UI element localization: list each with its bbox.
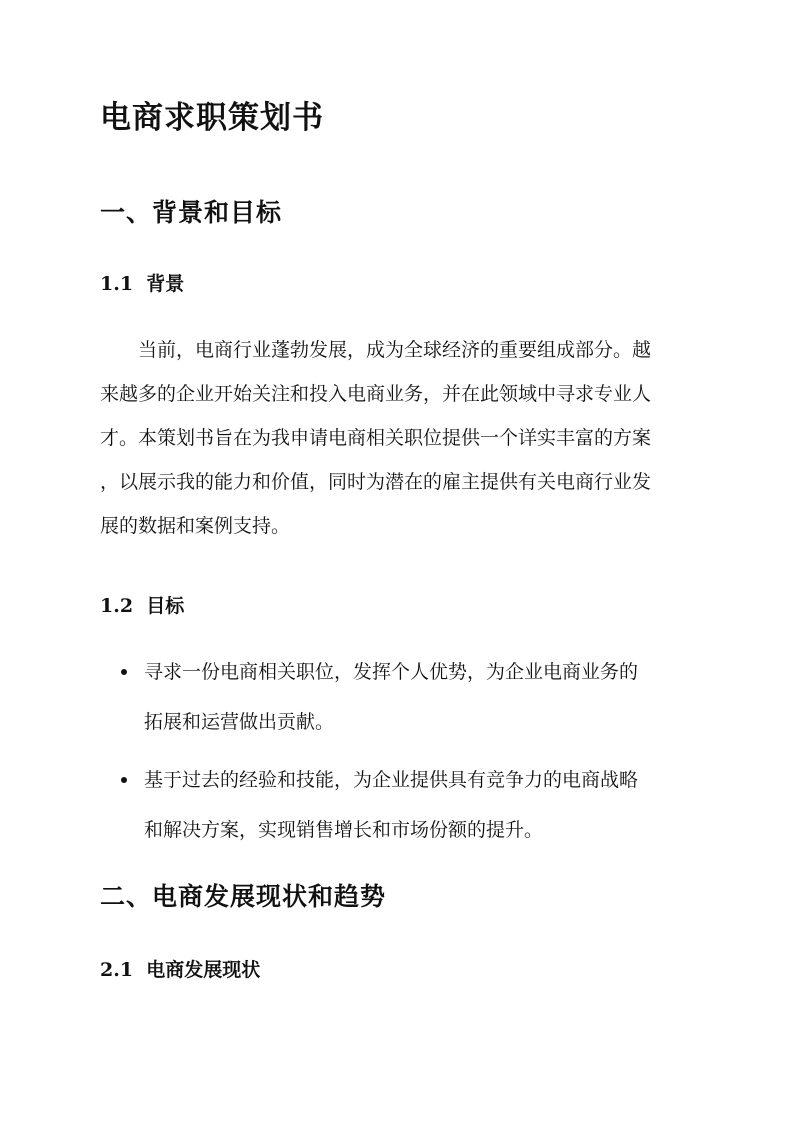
bullet-dot-icon [121,777,127,783]
paragraph-line: 展的数据和案例支持。 [100,515,291,537]
section-heading-status-trends: 二、电商发展现状和趋势 [100,882,387,911]
bullet-line: 拓展和运营做出贡献。 [144,711,335,733]
paragraph-line: 当前，电商行业蓬勃发展，成为全球经济的重要组成部分。越 [100,339,652,361]
subsection-heading-goals: 1.2 目标 [100,595,185,617]
paragraph-line: ，以展示我的能力和价值，同时为潜在的雇主提供有关电商行业发 [100,471,652,493]
bullet-line: 寻求一份电商相关职位，发挥个人优势，为企业电商业务的 [144,661,639,683]
goal-bullet-item [114,650,714,750]
bullet-dot-icon [121,669,127,675]
goal-bullet-item [114,758,714,858]
section-heading-background-goals: 一、背景和目标 [100,198,283,227]
subsection-heading-current-status: 2.1 电商发展现状 [100,959,261,981]
paragraph-line: 来越多的企业开始关注和投入电商业务，并在此领域中寻求专业人 [100,383,652,405]
background-paragraph [100,328,704,548]
paragraph-line: 才。本策划书旨在为我申请电商相关职位提供一个详实丰富的方案 [100,427,652,449]
bullet-line: 和解决方案，实现销售增长和市场份额的提升。 [144,819,544,841]
document-title: 电商求职策划书 [100,100,324,136]
subsection-heading-background: 1.1 背景 [100,273,185,295]
bullet-line: 基于过去的经验和技能，为企业提供具有竞争力的电商战略 [144,769,639,791]
